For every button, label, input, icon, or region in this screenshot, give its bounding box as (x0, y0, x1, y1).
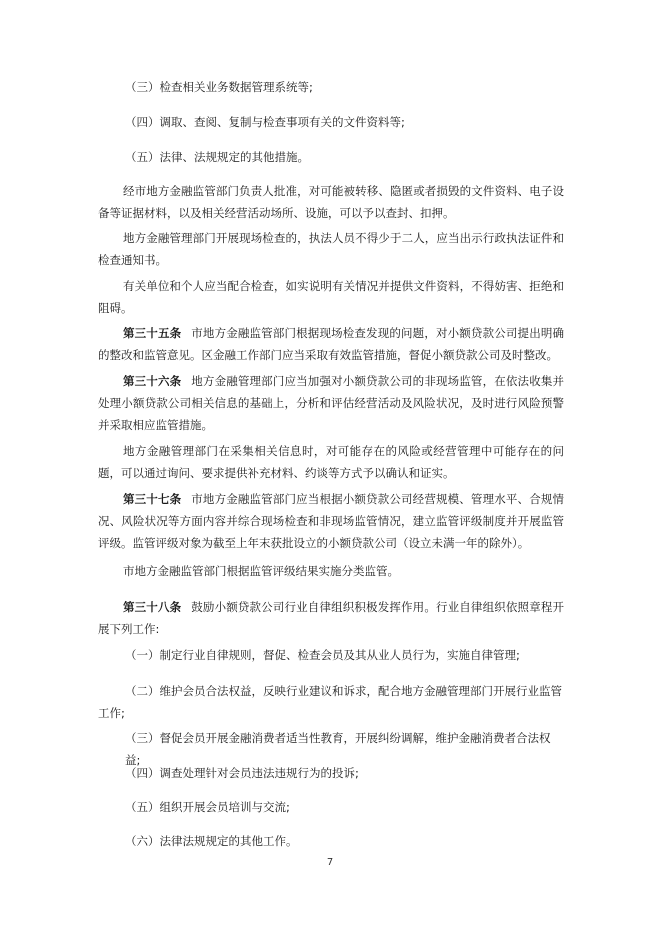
list-item: （四）调取、查阅、复制与检查事项有关的文件资料等; (125, 115, 405, 129)
list-item: （四）调查处理针对会员违法违规行为的投诉; (125, 766, 359, 780)
article-text: 地方金融管理部门应当加强对小额贷款公司的非现场监管，在依法收集并处理小额贷款公司相关信息的基础上，分析和评估经营活动及风险状况，及时进行风险预警并采取相应监管措施。 (98, 374, 564, 432)
list-item: （一）制定行业自律规则，督促、检查会员及其从业人员行为，实施自律管理; (125, 648, 520, 662)
article-37 (98, 488, 564, 554)
page-number: 7 (326, 857, 334, 868)
article-text: 鼓励小额贷款公司行业自律组织积极发挥作用。行业自律组织依照章程开展下列工作: (98, 600, 564, 636)
article-35 (98, 322, 564, 366)
list-item: （二）维护会员合法权益，反映行业建议和诉求，配合地方金融管理部门开展行业监管工作; (98, 684, 562, 720)
article-heading: 第三十五条 (123, 326, 182, 340)
article-heading: 第三十六条 (123, 374, 182, 388)
article-text: 市地方金融监管部门根据现场检查发现的问题，对小额贷款公司提出明确的整改和监管意见。区金融工作部门应当采取有效监管措施，督促小额贷款公司及时整改。 (98, 326, 564, 362)
paragraph: 地方金融管理部门在采集相关信息时，对可能存在的风险或经营管理中可能存在的问题，可以通过询问、要求提供补充材料、约谈等方式予以确认和证实。 (98, 444, 564, 480)
list-item: （三）检查相关业务数据管理系统等; (125, 80, 313, 94)
article-36 (98, 370, 564, 436)
article-heading: 第三十七条 (123, 492, 182, 506)
paragraph: 市地方金融监管部门根据监管评级结果实施分类监管。 (123, 564, 399, 578)
article-heading: 第三十八条 (123, 600, 182, 614)
list-item: （五）组织开展会员培训与交流; (125, 800, 290, 814)
article-text: 市地方金融监管部门应当根据小额贷款公司经营规模、管理水平、合规情况、风险状况等方面内容并综合现场检查和非现场监管情况，建立监管评级制度并开展监管评级。监管评级对象为截至上年末获批设立的小额贷款公司（设立未满一年的除外）。 (98, 492, 564, 550)
list-item: （六）法律法规规定的其他工作。 (125, 834, 298, 848)
article-38 (98, 596, 564, 640)
list-item: （三）督促会员开展金融消费者适当性教育，开展纠纷调解，维护金融消费者合法权益; (125, 731, 551, 767)
list-item: （五）法律、法规规定的其他措施。 (125, 150, 309, 164)
paragraph: 地方金融管理部门开展现场检查的，执法人员不得少于二人，应当出示行政执法证件和检查通知书。 (98, 231, 564, 267)
paragraph: 经市地方金融监管部门负责人批准，对可能被转移、隐匿或者损毁的文件资料、电子设备等证据材料，以及相关经营活动场所、设施，可以予以查封、扣押。 (98, 184, 564, 220)
paragraph: 有关单位和个人应当配合检查，如实说明有关情况并提供文件资料，不得妨害、拒绝和阻碍。 (98, 279, 564, 315)
